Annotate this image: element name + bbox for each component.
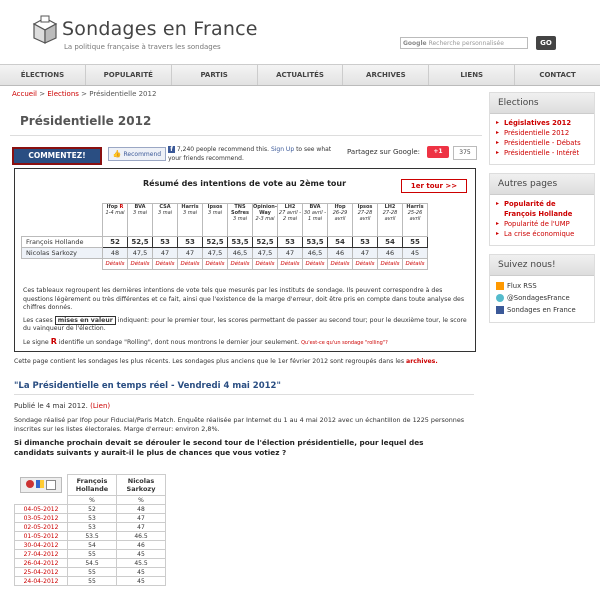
history-table: [14, 474, 166, 586]
history-date[interactable]: 25-04-2012: [15, 568, 68, 577]
poll-value: 47: [178, 248, 203, 259]
poll-value: 52,5: [203, 237, 228, 248]
details-link[interactable]: Détails: [253, 259, 278, 270]
institute-name: Ifop: [334, 204, 346, 210]
history-header-sarkozy: Nicolas Sarkozy: [117, 475, 166, 496]
details-empty: [22, 259, 103, 270]
recommend-label: Recommend: [123, 151, 162, 158]
sidebar-autres-title: Autres pages: [490, 174, 594, 195]
poll-value: 46,5: [228, 248, 253, 259]
sarkozy-value: 45: [117, 550, 166, 559]
details-link[interactable]: Détails: [403, 259, 428, 270]
sarkozy-value: 45.5: [117, 559, 166, 568]
published-link[interactable]: (Lien): [90, 402, 111, 410]
poll-date: 27 avril - 2 mai: [278, 210, 302, 222]
poll-date: 26-29 avril: [332, 210, 348, 222]
social-label: @SondagesFrance: [507, 294, 570, 302]
institute-name: BVA: [309, 204, 321, 210]
poll-value: 47: [353, 248, 378, 259]
pct-empty: [15, 496, 68, 505]
details-link[interactable]: Détails: [128, 259, 153, 270]
hollande-value: 53: [68, 514, 117, 523]
sarkozy-value: 45: [117, 577, 166, 586]
poll-value: 53: [178, 237, 203, 248]
poll-value: 46: [378, 248, 403, 259]
poll-value: 48: [103, 248, 128, 259]
poll-desc-1: Ces tableaux regroupent les dernières intentions de vote tels que mesurés par les instituts de sondage. Ils peuvent correspondre à des questions légèrement ou très différentes et ce fait, ainsi que l'existence de la marge d'erreur, doit être pris en compte dans toute analyse des chiffres donnés.: [23, 287, 465, 311]
social-label: Sondages en France: [507, 306, 576, 314]
poll-value: 47,5: [203, 248, 228, 259]
poll-desc-2: [23, 317, 469, 334]
sidebar-elections: [489, 92, 595, 165]
sidebar: [489, 92, 595, 331]
thumbs-up-icon: 👍: [112, 150, 122, 158]
social-label: Flux RSS: [507, 282, 537, 290]
history-date[interactable]: 01-05-2012: [15, 532, 68, 541]
institute-name: TNS Sofres: [230, 204, 250, 216]
nav-partis[interactable]: PARTIS: [172, 65, 258, 85]
highlight-sample: mises en valeur: [55, 316, 116, 325]
hollande-value: 52: [68, 505, 117, 514]
candidate-name: François Hollande: [22, 237, 103, 248]
institute-name: Opinion-Way: [253, 204, 277, 216]
poll-column-header: [278, 204, 303, 237]
details-link[interactable]: Détails: [178, 259, 203, 270]
poll-date: 3 mai: [207, 210, 223, 216]
sidebar-elections-title: Elections: [490, 93, 594, 114]
candidate-name: Nicolas Sarkozy: [22, 248, 103, 259]
search-placeholder: Recherche personnalisée: [428, 40, 504, 47]
hollande-value: 55: [68, 550, 117, 559]
rolling-r-icon: R: [119, 204, 124, 210]
pct-label: %: [68, 496, 117, 505]
sarkozy-value: 47: [117, 514, 166, 523]
fb-count-text: 7,240 people recommend this.: [176, 146, 270, 153]
sarkozy-value: 46.5: [117, 532, 166, 541]
hollande-value: 53.5: [68, 532, 117, 541]
details-link[interactable]: Détails: [153, 259, 178, 270]
poll-question: Si dimanche prochain devait se dérouler le second tour de l'élection présidentielle, pour lequel des candidats suivants y aurait-il le plus de chances que vous votiez ?: [14, 438, 424, 457]
institute-name: CSA: [159, 204, 171, 210]
desc2-a: Les cases: [23, 316, 53, 324]
details-link[interactable]: Détails: [228, 259, 253, 270]
poll-date: 3 mai: [157, 210, 173, 216]
published-date: [14, 402, 110, 410]
poll-value: 47,5: [128, 248, 153, 259]
hollande-value: 53: [68, 523, 117, 532]
breadcrumb-sep: >: [81, 90, 88, 98]
table-row: [15, 568, 166, 577]
institute-name: Ifop: [106, 204, 118, 210]
article-title[interactable]: "La Présidentielle en temps réel - Vendredi 4 mai 2012": [14, 381, 281, 391]
poll-value: 53,5: [228, 237, 253, 248]
poll-value: 55: [403, 237, 428, 248]
desc2-b: indiquent: pour le premier tour, les scores permettant de passer au second tour; pour le deuxième tour, le score du vainqueur de l'élection.: [23, 316, 467, 332]
sidebar-item-election-0[interactable]: ▸ Législatives 2012: [496, 118, 588, 128]
institute-name: BVA: [134, 204, 146, 210]
poll-column-header: [403, 204, 428, 237]
poll-value: 47,5: [253, 248, 278, 259]
google-plus-one-button[interactable]: +1: [427, 146, 449, 158]
poll-value: 52: [103, 237, 128, 248]
header: [0, 0, 600, 62]
poll-date: 3 mai: [182, 210, 198, 216]
bar-chart-icon[interactable]: [36, 480, 44, 488]
poll-value: 53: [153, 237, 178, 248]
sidebar-autres: [489, 173, 595, 246]
poll-value: 52,5: [253, 237, 278, 248]
google-plus-count: 375: [453, 146, 477, 160]
table-row: [15, 550, 166, 559]
poll-column-header: [203, 204, 228, 237]
facebook-icon: [496, 306, 504, 314]
site-title[interactable]: Sondages en France: [62, 18, 258, 40]
main-nav: [0, 64, 600, 86]
page-title: Présidentielle 2012: [20, 114, 152, 128]
sidebar-item-autres-0[interactable]: ▸ Popularité de François Hollande: [496, 199, 588, 219]
poll-date: 3 mai: [232, 216, 248, 222]
poll-value: 46,5: [303, 248, 328, 259]
sidebar-item-election-2[interactable]: ▸ Présidentielle - Débats: [496, 138, 588, 148]
social-link[interactable]: [496, 280, 588, 292]
breadcrumb-elections[interactable]: Elections: [47, 90, 79, 98]
poll-value: 54: [378, 237, 403, 248]
facebook-recommend-button[interactable]: [108, 147, 166, 161]
pie-chart-icon[interactable]: [26, 480, 34, 488]
poll-desc-3: [23, 338, 469, 348]
archives-link[interactable]: archives.: [406, 358, 438, 365]
table-row: [15, 514, 166, 523]
breadcrumb-home[interactable]: Accueil: [12, 90, 37, 98]
table-row: [15, 505, 166, 514]
table-row: [15, 532, 166, 541]
sidebar-suivez: [489, 254, 595, 323]
hollande-value: 54: [68, 541, 117, 550]
poll-date: 3 mai: [132, 210, 148, 216]
desc3-b: identifie un sondage "Rolling", dont nous montrons le dernier jour seulement.: [58, 338, 300, 346]
poll-description: [23, 287, 469, 351]
poll-date: 27-28 avril: [357, 210, 373, 222]
poll-value: 45: [403, 248, 428, 259]
institute-name: LH2: [384, 204, 396, 210]
nav-actualites[interactable]: ACTUALITÉS: [258, 65, 344, 85]
hollande-value: 55: [68, 568, 117, 577]
institute-name: Ipsos: [207, 204, 223, 210]
sarkozy-value: 46: [117, 541, 166, 550]
rss-icon: [496, 282, 504, 290]
poll-value: 54: [328, 237, 353, 248]
poll-date: 25-26 avril: [407, 210, 423, 222]
published-text: Publié le 4 mai 2012.: [14, 402, 88, 410]
poll-column-header: [378, 204, 403, 237]
poll-date: 1-4 mai: [105, 210, 125, 216]
poll-summary-title: Résumé des intentions de vote au 2ème tour: [143, 179, 347, 188]
history-date[interactable]: 26-04-2012: [15, 559, 68, 568]
history-date[interactable]: 24-04-2012: [15, 577, 68, 586]
main-content: [10, 102, 482, 600]
poll-value: 53: [353, 237, 378, 248]
poll-summary-box: [14, 168, 476, 352]
history-header-icons: [15, 475, 68, 496]
fb-tail-text: to see what your friends recommend.: [168, 146, 332, 162]
poll-column-header: [328, 204, 353, 237]
fb-signup-link[interactable]: Sign Up: [270, 146, 295, 153]
details-link[interactable]: Détails: [103, 259, 128, 270]
poll-value: 53,5: [303, 237, 328, 248]
table-row: [15, 541, 166, 550]
poll-column-header: [228, 204, 253, 237]
nav-contact[interactable]: CONTACT: [539, 71, 576, 79]
poll-column-header: [253, 204, 278, 237]
sidebar-suivez-title: Suivez nous!: [490, 255, 594, 276]
institute-name: Harris: [181, 204, 199, 210]
history-date[interactable]: 04-05-2012: [15, 505, 68, 514]
poll-table: [21, 203, 428, 270]
sidebar-item-autres-1[interactable]: ▸ Popularité de l'UMP: [496, 219, 588, 229]
history-date[interactable]: 27-04-2012: [15, 550, 68, 559]
details-link[interactable]: Détails: [278, 259, 303, 270]
search-go-button[interactable]: GO: [536, 36, 556, 50]
institute-name: Ipsos: [357, 204, 373, 210]
search-input[interactable]: [400, 37, 528, 49]
history-date[interactable]: 02-05-2012: [15, 523, 68, 532]
history-date[interactable]: 03-05-2012: [15, 514, 68, 523]
commentez-button[interactable]: COMMENTEZ!: [12, 147, 102, 165]
hollande-value: 54.5: [68, 559, 117, 568]
ballot-box-logo-icon[interactable]: [30, 14, 60, 44]
poll-date: 2-3 mai: [255, 216, 275, 222]
poll-column-header: [103, 204, 128, 237]
twitter-icon: [496, 294, 504, 302]
sidebar-item-autres-2[interactable]: ▸ La crise économique: [496, 229, 588, 239]
poll-value: 52,5: [128, 237, 153, 248]
table-row: [15, 577, 166, 586]
history-header-hollande: François Hollande: [68, 475, 117, 496]
facebook-recommend-text: [168, 145, 346, 163]
nav-elections[interactable]: ÉLECTIONS: [0, 65, 86, 85]
article-description: Sondage réalisé par Ifop pour Fiducial/Paris Match. Enquête réalisée par Internet du 1 au 4 mai 2012 avec un échantillon de 1225 personnes inscrites sur les listes électorales. Marge d'erreur: environ 2,8%.: [14, 416, 465, 433]
history-date[interactable]: 30-04-2012: [15, 541, 68, 550]
sarkozy-value: 45: [117, 568, 166, 577]
pct-label: %: [117, 496, 166, 505]
social-link[interactable]: [496, 304, 588, 316]
hollande-value: 55: [68, 577, 117, 586]
share-label: Partagez sur Google:: [347, 148, 420, 156]
facebook-icon: f: [168, 146, 175, 153]
first-round-button[interactable]: 1er tour >>: [401, 179, 467, 193]
divider: [10, 135, 482, 136]
poll-value: 47: [278, 248, 303, 259]
sarkozy-value: 47: [117, 523, 166, 532]
poll-column-header: [178, 204, 203, 237]
nav-popularite[interactable]: POPULARITÉ: [86, 65, 172, 85]
poll-date: 27-28 avril: [382, 210, 398, 222]
google-label: Google: [403, 40, 427, 47]
nav-liens[interactable]: LIENS: [429, 65, 515, 85]
poll-column-header: [353, 204, 378, 237]
breadcrumb-sep: >: [39, 90, 46, 98]
poll-date: 30 avril - 1 mai: [303, 210, 327, 222]
social-link[interactable]: [496, 292, 588, 304]
poll-column-header: [153, 204, 178, 237]
breadcrumb: [12, 90, 156, 98]
breadcrumb-current: Présidentielle 2012: [89, 90, 157, 98]
desc3-a: Le signe: [23, 338, 49, 346]
table-row: [15, 559, 166, 568]
rolling-r-icon: R: [50, 336, 57, 346]
rolling-info-link[interactable]: Qu'est-ce qu'un sondage "rolling"?: [301, 339, 388, 346]
institute-name: LH2: [284, 204, 296, 210]
sarkozy-value: 48: [117, 505, 166, 514]
site-subtitle: La politique française à travers les sondages: [64, 43, 221, 51]
divider: [14, 394, 474, 395]
details-link[interactable]: Détails: [203, 259, 228, 270]
poll-column-header: [128, 204, 153, 237]
details-link[interactable]: Détails: [353, 259, 378, 270]
poll-value: 53: [278, 237, 303, 248]
details-link[interactable]: Détails: [328, 259, 353, 270]
details-link[interactable]: Détails: [378, 259, 403, 270]
institute-name: Harris: [406, 204, 424, 210]
sidebar-item-election-3[interactable]: ▸ Présidentielle - Intérêt: [496, 148, 588, 158]
poll-value: 46: [328, 248, 353, 259]
poll-header-empty: [22, 204, 103, 237]
archive-note: [14, 358, 438, 365]
table-row: [15, 523, 166, 532]
sidebar-item-election-1[interactable]: ▸ Présidentielle 2012: [496, 128, 588, 138]
details-link[interactable]: Détails: [303, 259, 328, 270]
poll-value: 47: [153, 248, 178, 259]
table-view-icon[interactable]: [46, 480, 56, 490]
poll-column-header: [303, 204, 328, 237]
nav-archives[interactable]: ARCHIVES: [343, 65, 429, 85]
archive-note-text: Cette page contient les sondages les plus récents. Les sondages plus anciens que le 1er février 2012 sont regroupés dans les: [14, 358, 405, 365]
